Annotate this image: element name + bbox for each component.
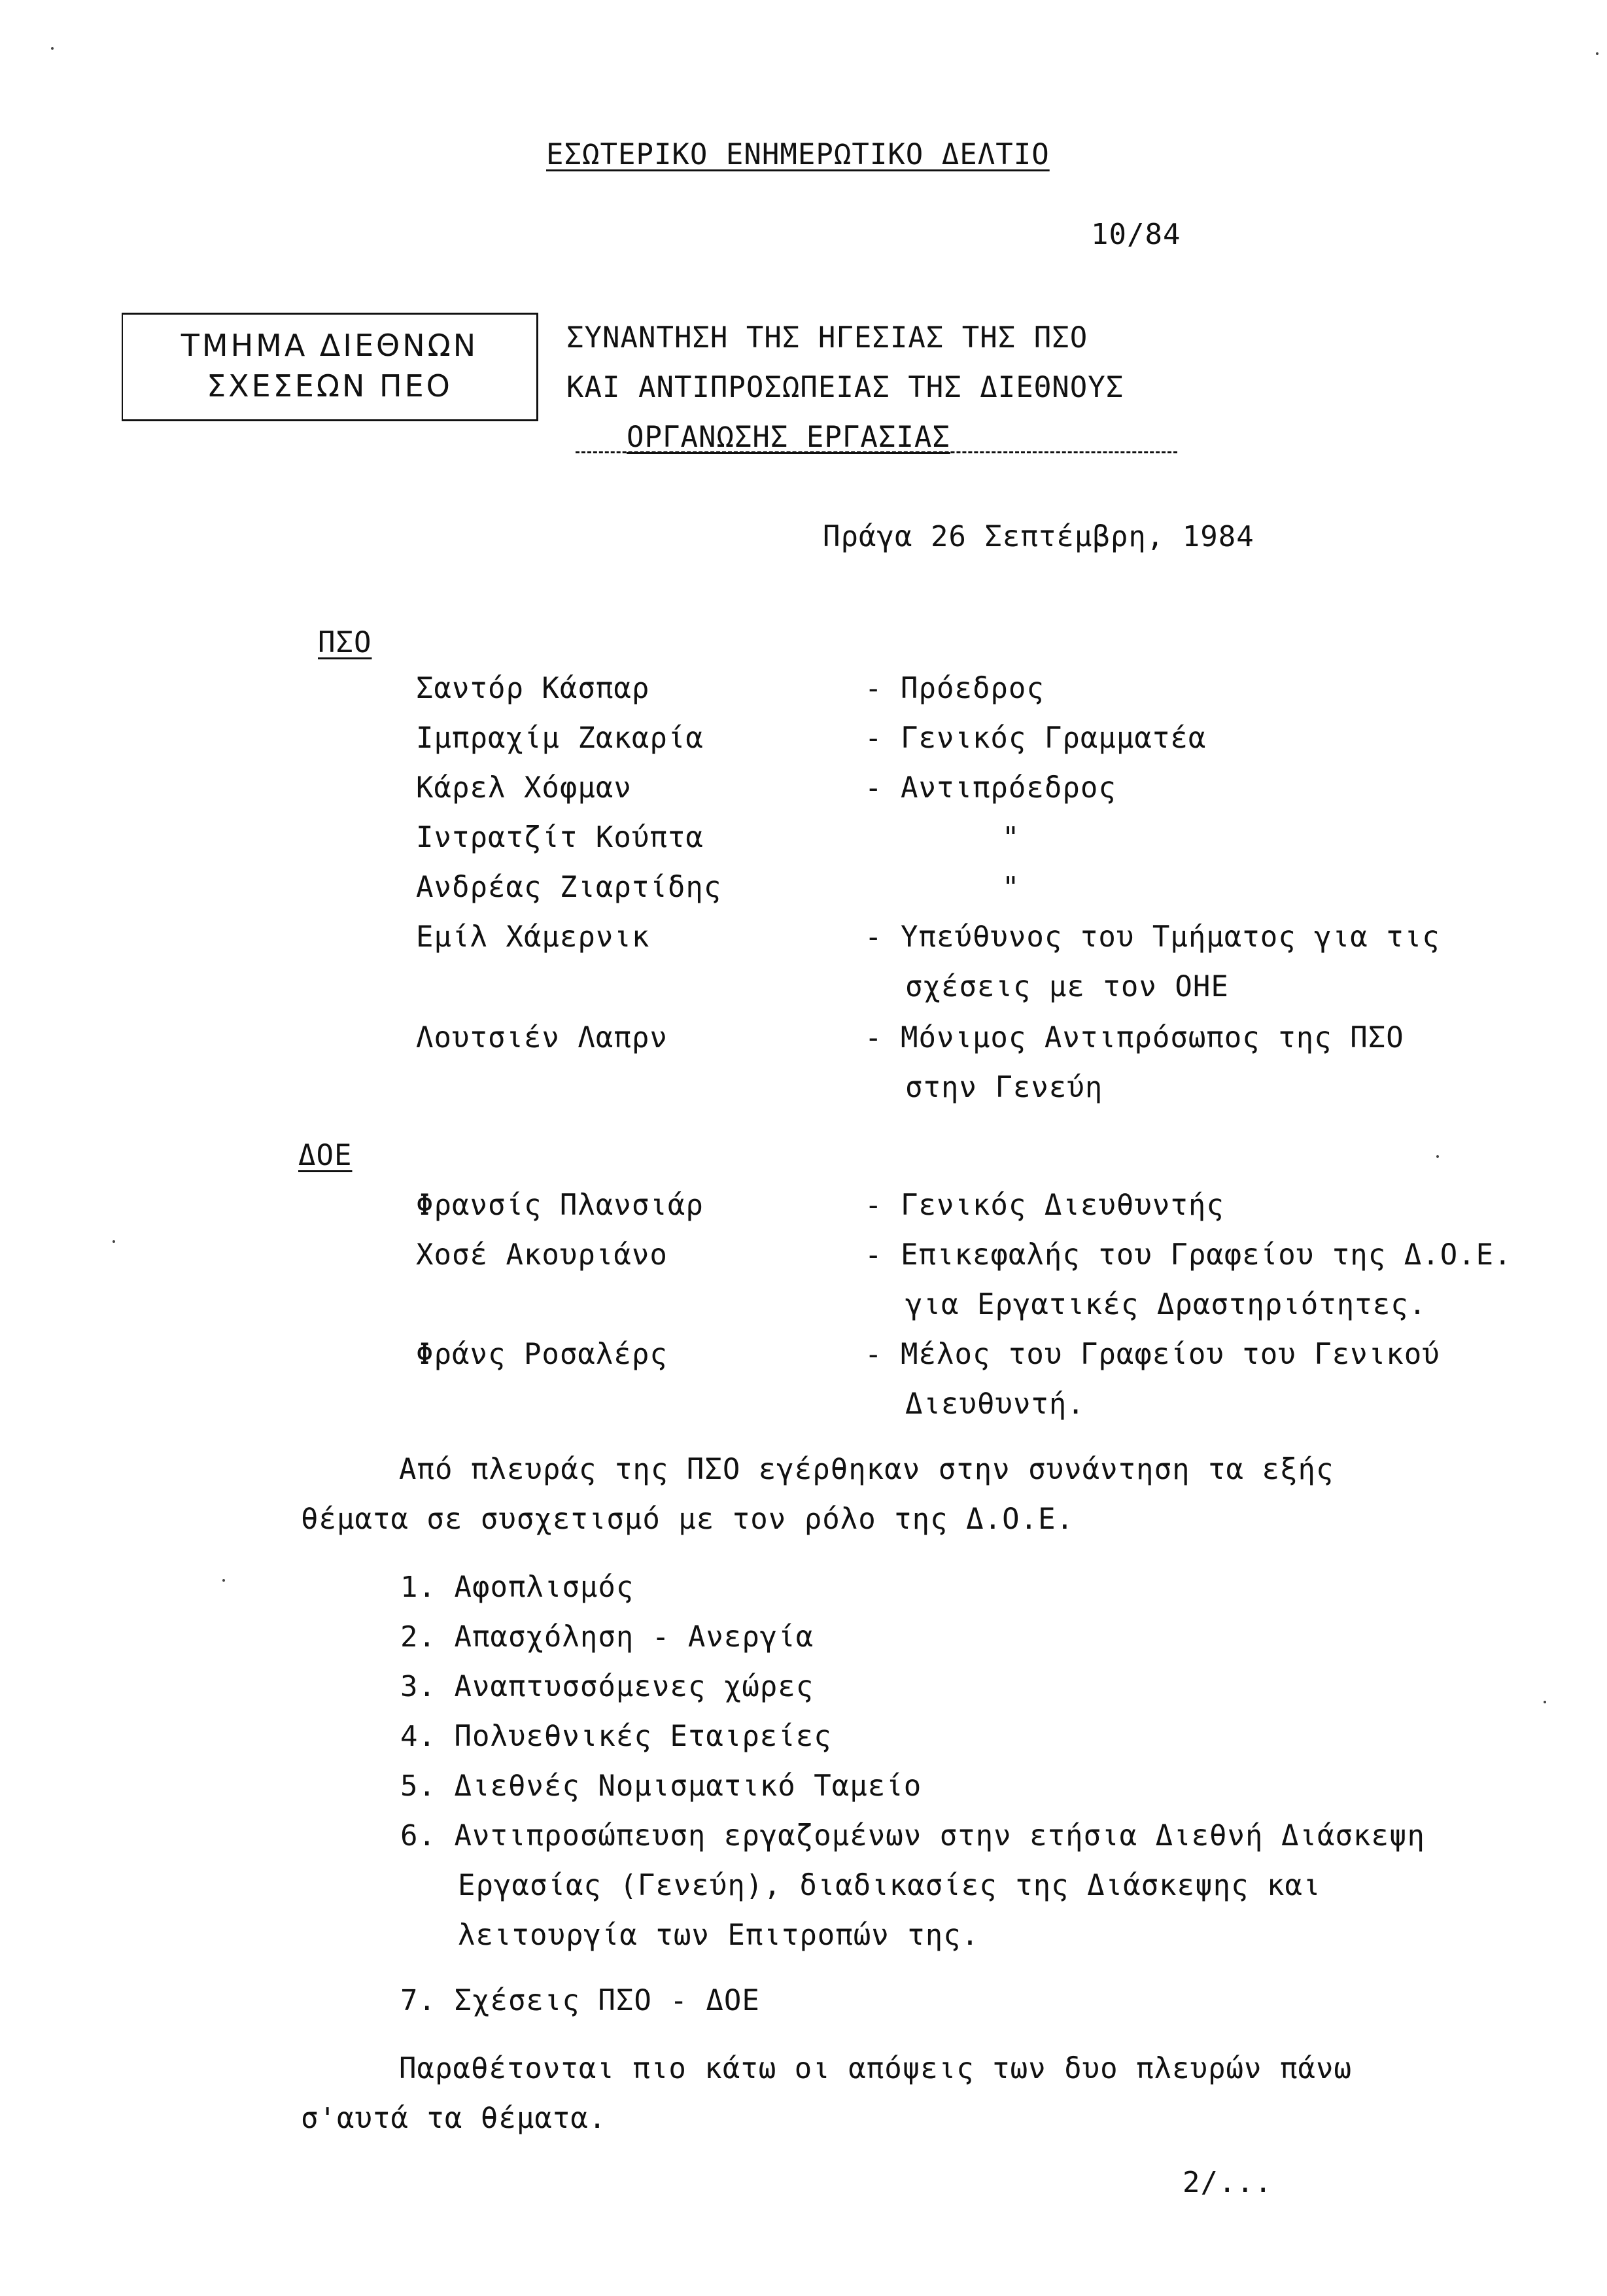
list-item: 3. Αναπτυσσόμενες χώρες — [400, 1670, 814, 1703]
department-line-2: ΣΧΕΣΕΩΝ ΠΕΟ — [207, 368, 453, 404]
page-continuation-marker: 2/... — [1183, 2166, 1273, 2199]
subject-line-2: ΚΑΙ ΑΝΤΙΠΡΟΣΩΠΕΙΑΣ ΤΗΣ ΔΙΕΘΝΟΥΣ — [566, 371, 1124, 404]
member-role-continuation: για Εργατικές Δραστηριότητες. — [905, 1288, 1427, 1321]
member-name: Φρανσίς Πλανσιάρ — [416, 1189, 704, 1222]
member-role: - Υπεύθυνος του Τμήματος για τις — [865, 920, 1440, 954]
member-name: Σαντόρ Κάσπαρ — [416, 672, 650, 705]
department-stamp — [122, 313, 538, 421]
list-item: 2. Απασχόληση - Ανεργία — [400, 1620, 814, 1654]
closing-line-2: σ'αυτά τα θέματα. — [301, 2102, 607, 2135]
subject-dashed-rule — [576, 451, 1177, 453]
member-name: Χοσέ Ακουριάνο — [416, 1238, 668, 1272]
meeting-date: Πράγα 26 Σεπτέμβρη, 1984 — [823, 520, 1254, 553]
member-role-continuation: στην Γενεύη — [905, 1071, 1103, 1104]
list-item-continuation: Εργασίας (Γενεύη), διαδικασίες της Διάσκεψης και — [458, 1869, 1321, 1902]
member-role: - Αντιπρόεδρος — [865, 771, 1116, 805]
scan-speck — [222, 1579, 225, 1582]
member-name: Φράνς Ροσαλέρς — [416, 1338, 668, 1371]
member-role-continuation: Διευθυντή. — [905, 1387, 1085, 1421]
scan-speck — [51, 47, 54, 50]
member-name: Ιντρατζίτ Κούπτα — [416, 821, 704, 854]
member-name: Κάρελ Χόφμαν — [416, 771, 632, 805]
list-item: 7. Σχέσεις ΠΣΟ - ΔΟΕ — [400, 1984, 760, 2017]
list-item: 4. Πολυεθνικές Εταιρείες — [400, 1720, 832, 1753]
member-name: Λουτσιέν Λαπρν — [416, 1021, 668, 1054]
member-role: - Γενικός Διευθυντής — [865, 1189, 1224, 1222]
list-item: 1. Αφοπλισμός — [400, 1571, 634, 1604]
member-name: Ιμπραχίμ Ζακαρία — [416, 722, 704, 755]
group-heading-doe: ΔΟΕ — [298, 1139, 353, 1172]
scan-speck — [1544, 1701, 1546, 1703]
closing-line-1: Παραθέτονται πιο κάτω οι απόψεις των δυο πλευρών πάνω — [399, 2052, 1352, 2085]
scan-speck — [112, 1240, 115, 1243]
member-role: - Μέλος του Γραφείου του Γενικού — [865, 1338, 1440, 1371]
member-name: Εμίλ Χάμερνικ — [416, 920, 650, 954]
member-role: - Πρόεδρος — [865, 672, 1045, 705]
list-item-continuation: λειτουργία των Επιτροπών της. — [458, 1919, 980, 1952]
scan-speck — [1436, 1155, 1439, 1158]
bulletin-number: 10/84 — [1091, 218, 1181, 251]
member-role: - Γενικός Γραμματέα — [865, 722, 1207, 755]
subject-line-1: ΣΥΝΑΝΤΗΣΗ ΤΗΣ ΗΓΕΣΙΑΣ ΤΗΣ ΠΣΟ — [566, 321, 1088, 355]
member-name: Ανδρέας Ζιαρτίδης — [416, 871, 722, 904]
member-role-continuation: σχέσεις με τον ΟΗΕ — [905, 970, 1229, 1003]
list-item: 5. Διεθνές Νομισματικό Ταμείο — [400, 1769, 922, 1803]
intro-line-1: Από πλευράς της ΠΣΟ εγέρθηκαν στην συνάντηση τα εξής — [399, 1453, 1334, 1486]
list-item: 6. Αντιπροσώπευση εργαζομένων στην ετήσια Διεθνή Διάσκεψη — [400, 1819, 1425, 1852]
intro-line-2: θέματα σε συσχετισμό με τον ρόλο της Δ.Ο.Ε. — [301, 1503, 1075, 1536]
ditto-mark: " — [1002, 821, 1020, 854]
subject-line-3: ΟΡΓΑΝΩΣΗΣ ΕΡΓΑΣΙΑΣ — [627, 421, 950, 454]
department-line-1: ΤΜΗΜΑ ΔΙΕΘΝΩΝ — [181, 328, 479, 363]
ditto-mark: " — [1002, 871, 1020, 904]
document-title: ΕΣΩΤΕΡΙΚΟ ΕΝΗΜΕΡΩΤΙΚΟ ΔΕΛΤΙΟ — [546, 138, 1050, 171]
group-heading-pso: ΠΣΟ — [318, 626, 372, 659]
scan-speck — [1596, 52, 1598, 55]
member-role: - Μόνιμος Αντιπρόσωπος της ΠΣΟ — [865, 1021, 1404, 1054]
member-role: - Επικεφαλής του Γραφείου της Δ.Ο.Ε. — [865, 1238, 1512, 1272]
